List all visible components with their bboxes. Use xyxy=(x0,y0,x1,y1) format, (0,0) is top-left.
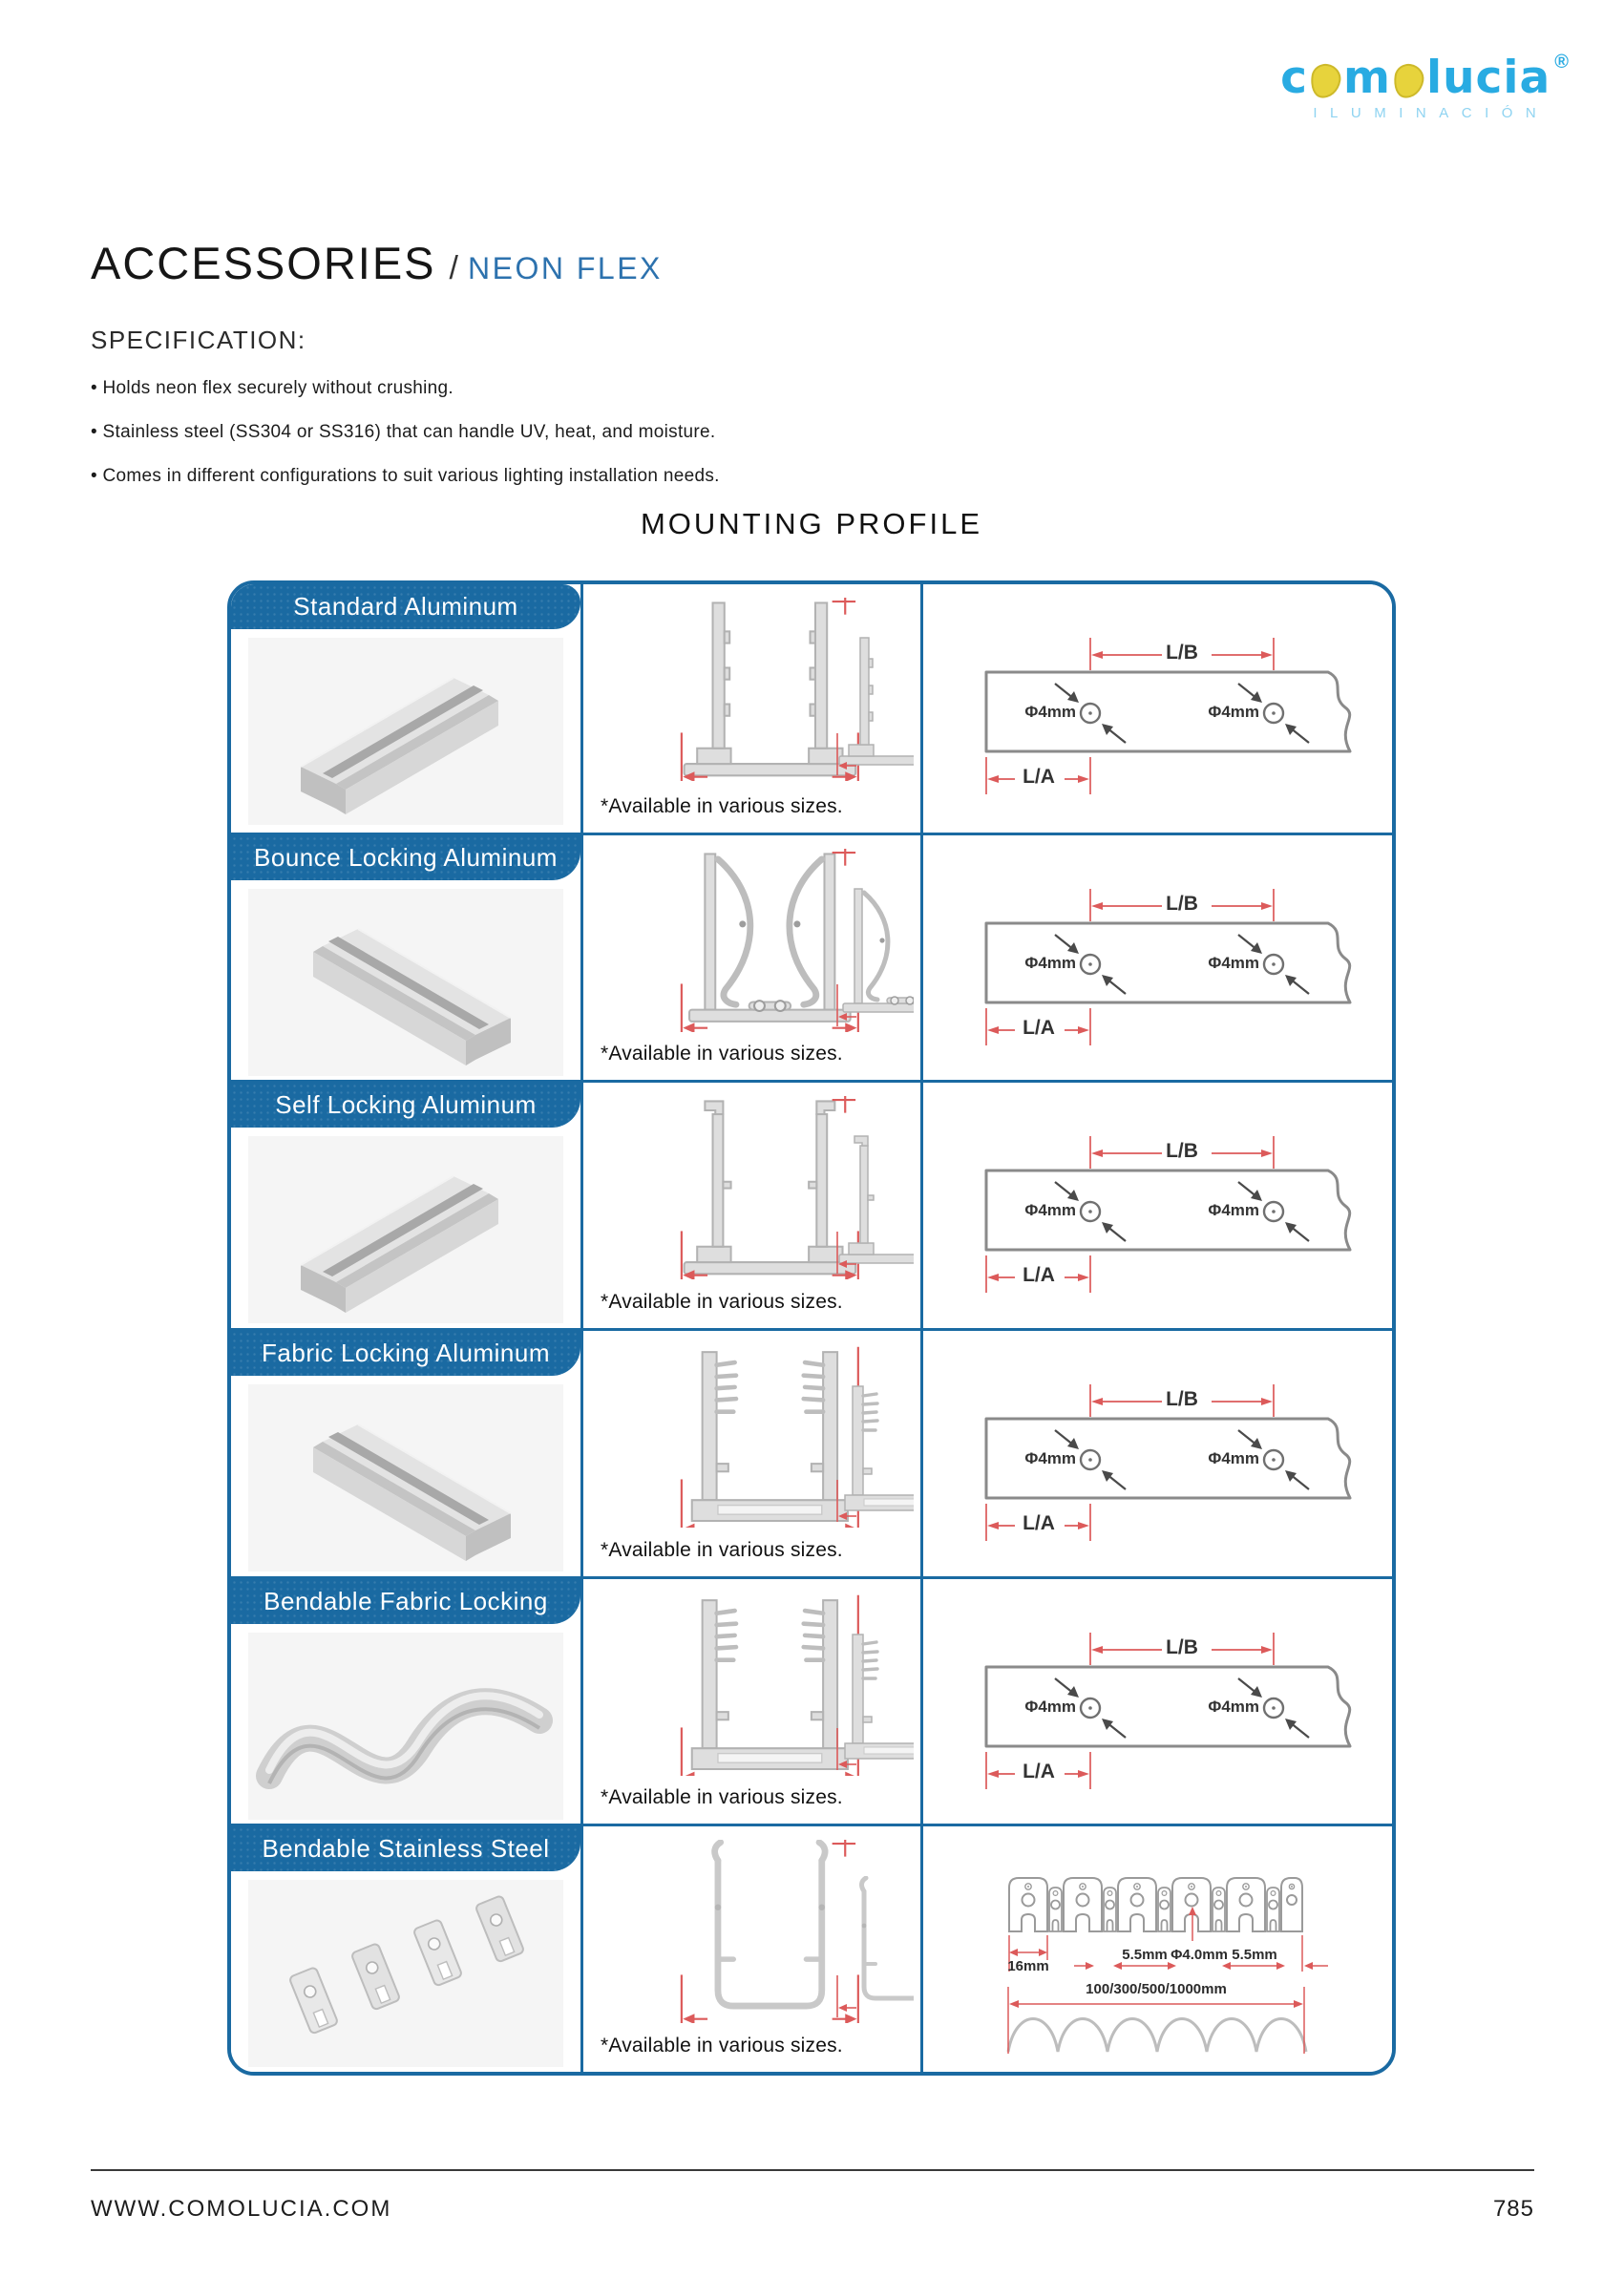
profile-drawing xyxy=(593,1337,914,1528)
product-photo xyxy=(248,638,563,825)
dimension-diagram xyxy=(920,835,1392,1081)
row-header xyxy=(231,584,580,629)
product-photo xyxy=(248,1880,563,2067)
dim-label-lb: L/B xyxy=(1166,642,1198,664)
profile-drawing xyxy=(593,1832,914,2023)
clip-dim-pitch-right: 5.5mm xyxy=(1232,1947,1277,1964)
mounting-profile-table xyxy=(227,580,1396,2076)
row-header xyxy=(231,835,580,880)
dimension-diagram xyxy=(920,1331,1392,1576)
product-photo xyxy=(248,889,563,1076)
row-title: Bounce Locking Aluminum xyxy=(254,842,558,872)
size-note: *Available in various sizes. xyxy=(601,1538,843,1561)
dim-label-lb: L/B xyxy=(1166,1635,1198,1658)
dim-label-hole-right: Φ4mm xyxy=(1208,1201,1259,1220)
title-separator: / xyxy=(449,250,458,286)
specification-heading: SPECIFICATION: xyxy=(91,326,306,354)
product-photo xyxy=(248,1136,563,1323)
profile-drawing xyxy=(593,1088,914,1279)
dim-label-hole-left: Φ4mm xyxy=(1024,1448,1076,1467)
size-note: *Available in various sizes. xyxy=(601,1786,843,1809)
size-note: *Available in various sizes. xyxy=(601,794,843,817)
row-header xyxy=(231,1331,580,1376)
dim-label-hole-right: Φ4mm xyxy=(1208,1448,1259,1467)
size-note: *Available in various sizes. xyxy=(601,1043,843,1065)
brand-blob-icon xyxy=(1391,61,1425,99)
brand-logo xyxy=(1280,52,1569,121)
row-header xyxy=(231,1579,580,1624)
dim-label-la: L/A xyxy=(1023,1760,1055,1782)
dimension-diagram xyxy=(920,1083,1392,1328)
table-row xyxy=(231,1080,1392,1328)
dim-label-hole-left: Φ4mm xyxy=(1024,703,1076,721)
row-title: Fabric Locking Aluminum xyxy=(262,1338,550,1367)
dimension-diagram xyxy=(920,1579,1392,1825)
screw-hole-bar-drawing xyxy=(923,1579,1392,1825)
title-main: ACCESSORIES xyxy=(91,238,436,288)
screw-hole-bar-drawing xyxy=(923,584,1392,830)
section-title: MOUNTING PROFILE xyxy=(640,507,982,540)
dimension-diagram xyxy=(920,584,1392,833)
table-row xyxy=(231,833,1392,1081)
brand-wordmark xyxy=(1280,52,1569,104)
dim-label-la: L/A xyxy=(1023,1016,1055,1039)
aluminum-channel-photo xyxy=(248,1384,563,1571)
profile-drawing xyxy=(593,590,914,781)
table-row xyxy=(231,1328,1392,1576)
page-title xyxy=(91,237,663,289)
table-row xyxy=(231,1824,1392,2072)
product-photo xyxy=(248,1633,563,1820)
dim-label-hole-right: Φ4mm xyxy=(1208,953,1259,972)
spec-bullet: • Holds neon flex securely without crushing. xyxy=(91,378,453,398)
page-footer xyxy=(91,2169,1534,2223)
registered-mark: ® xyxy=(1554,52,1569,73)
dim-label-la: L/A xyxy=(1023,1264,1055,1287)
brand-tagline: ILUMINACIÓN xyxy=(1313,105,1550,121)
row-header xyxy=(231,1826,580,1871)
dim-label-hole-right: Φ4mm xyxy=(1208,703,1259,721)
row-title: Self Locking Aluminum xyxy=(275,1090,537,1120)
spec-bullet: • Stainless steel (SS304 or SS316) that can handle UV, heat, and moisture. xyxy=(91,422,716,442)
clip-strip-diagram xyxy=(920,1826,1392,2072)
stainless-clips-photo xyxy=(248,1880,563,2067)
bendable-profile-photo xyxy=(248,1633,563,1820)
dim-label-la: L/A xyxy=(1023,1511,1055,1534)
dim-label-hole-left: Φ4mm xyxy=(1024,1697,1076,1716)
aluminum-channel-photo xyxy=(248,1136,563,1323)
row-title: Standard Aluminum xyxy=(293,592,518,621)
aluminum-channel-photo xyxy=(248,638,563,825)
specification-section xyxy=(91,326,720,487)
size-note: *Available in various sizes. xyxy=(601,1290,843,1313)
dim-label-lb: L/B xyxy=(1166,1140,1198,1163)
screw-hole-bar-drawing xyxy=(923,1083,1392,1328)
dim-label-hole-left: Φ4mm xyxy=(1024,1201,1076,1220)
table-row xyxy=(231,1576,1392,1825)
row-header xyxy=(231,1083,580,1128)
dim-label-lb: L/B xyxy=(1166,892,1198,915)
clip-dim-width: 16mm xyxy=(1007,1958,1049,1975)
size-note: *Available in various sizes. xyxy=(601,2034,843,2057)
clip-dim-lengths: 100/300/500/1000mm xyxy=(1086,1981,1227,1998)
aluminum-channel-photo xyxy=(248,889,563,1076)
brand-letter: m xyxy=(1343,52,1391,104)
title-subtitle: NEON FLEX xyxy=(468,251,663,285)
profile-drawing xyxy=(593,841,914,1032)
dim-label-hole-left: Φ4mm xyxy=(1024,953,1076,972)
row-title: Bendable Stainless Steel xyxy=(262,1834,550,1864)
profile-drawing xyxy=(593,1585,914,1776)
screw-hole-bar-drawing xyxy=(923,1331,1392,1576)
footer-page-number: 785 xyxy=(1492,2196,1534,2222)
clip-dim-pitch-left: 5.5mm xyxy=(1122,1947,1168,1964)
brand-letter: lucia xyxy=(1425,52,1551,104)
footer-website: WWW.COMOLUCIA.COM xyxy=(91,2196,392,2222)
clip-dim-hole: Φ4.0mm xyxy=(1171,1947,1228,1964)
product-photo xyxy=(248,1384,563,1571)
spec-bullet: • Comes in different configurations to suit various lighting installation needs. xyxy=(91,466,720,486)
dim-label-hole-right: Φ4mm xyxy=(1208,1697,1259,1716)
row-title: Bendable Fabric Locking xyxy=(264,1586,548,1615)
brand-blob-icon xyxy=(1308,61,1342,99)
table-row xyxy=(231,584,1392,833)
brand-letter: c xyxy=(1280,52,1308,104)
dim-label-lb: L/B xyxy=(1166,1387,1198,1410)
dim-label-la: L/A xyxy=(1023,766,1055,788)
screw-hole-bar-drawing xyxy=(923,835,1392,1081)
